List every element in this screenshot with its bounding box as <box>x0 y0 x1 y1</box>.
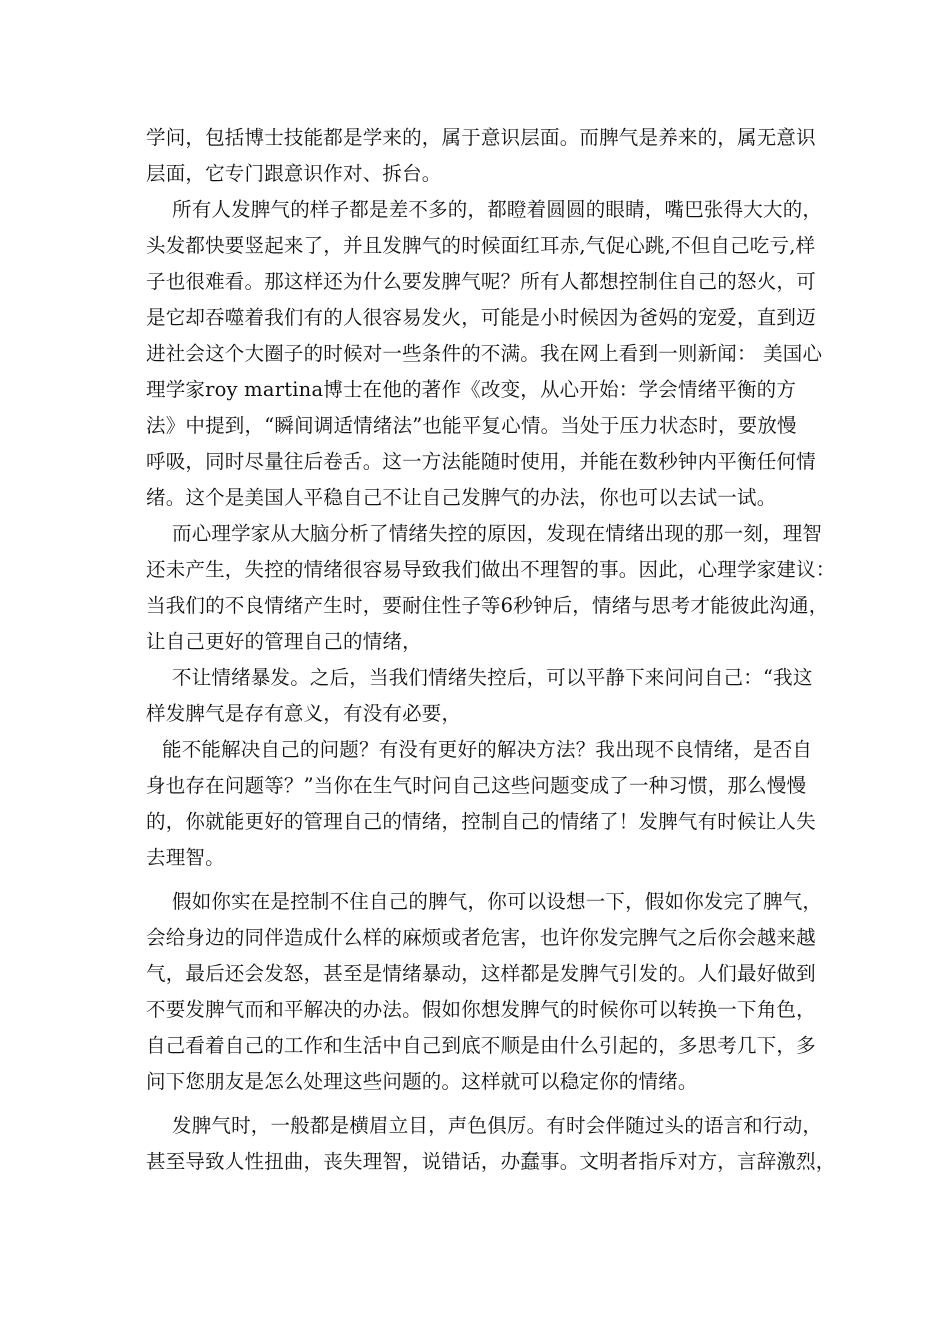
text-line: 的，你就能更好的管理自己的情绪，控制自己的情绪了！发脾气有时候让人失 <box>146 810 816 833</box>
text-line: 进社会这个大圈子的时候对一些条件的不满。我在网上看到一则新闻： 美国心 <box>146 342 823 365</box>
text-line: 能不能解决自己的问题？有没有更好的解决方法？我出现不良情绪，是否自 <box>162 738 813 761</box>
text-line: 头发都快要竖起来了，并且发脾气的时候面红耳赤,气促心跳,不但自己吃亏,样 <box>146 234 816 257</box>
text-line: 甚至导致人性扭曲，丧失理智，说错话，办蠢事。文明者指斥对方，言辞激烈， <box>146 1150 836 1173</box>
text-line: 问下您朋友是怎么处理这些问题的。这样就可以稳定你的情绪。 <box>146 1070 698 1093</box>
text-line: 还未产生，失控的情绪很容易导致我们做出不理智的事。因此，心理学家建议： <box>146 558 836 581</box>
text-line: 所有人发脾气的样子都是差不多的，都瞪着圆圆的眼睛，嘴巴张得大大的， <box>172 198 823 221</box>
text-line: 理学家roy martina博士在他的著作《改变，从心开始：学会情绪平衡的方 <box>146 378 797 401</box>
text-line: 让自己更好的管理自己的情绪， <box>146 630 422 653</box>
text-line: 绪。这个是美国人平稳自己不让自己发脾气的办法，你也可以去试一试。 <box>146 486 777 509</box>
text-line: 样发脾气是存有意义，有没有必要， <box>146 702 462 725</box>
text-line: 假如你实在是控制不住自己的脾气，你可以设想一下，假如你发完了脾气， <box>172 890 823 913</box>
text-line: 子也很难看。那这样还为什么要发脾气呢？所有人都想控制住自己的怒火，可 <box>146 270 816 293</box>
text-line: 身也存在问题等？”当你在生气时问自己这些问题变成了一种习惯，那么慢慢 <box>146 774 807 797</box>
text-line: 会给身边的同伴造成什么样的麻烦或者危害，也许你发完脾气之后你会越来越 <box>146 926 816 949</box>
text-line: 自己看着自己的工作和生活中自己到底不顺是由什么引起的，多思考几下，多 <box>146 1034 816 1057</box>
text-line: 层面，它专门跟意识作对、拆台。 <box>146 162 442 185</box>
text-line: 气，最后还会发怒，甚至是情绪暴动，这样都是发脾气引发的。人们最好做到 <box>146 962 816 985</box>
text-line: 呼吸，同时尽量往后卷舌。这一方法能随时使用，并能在数秒钟内平衡任何情 <box>146 450 816 473</box>
text-line: 不让情绪暴发。之后，当我们情绪失控后，可以平静下来问问自己：“我这 <box>172 666 813 689</box>
text-line: 学问，包括博士技能都是学来的，属于意识层面。而脾气是养来的，属无意识 <box>146 126 816 149</box>
text-line: 当我们的不良情绪产生时，要耐住性子等6秒钟后，情绪与思考才能彼此沟通， <box>146 594 829 617</box>
text-line: 法》中提到，“瞬间调适情绪法”也能平复心情。当处于压力状态时，要放慢 <box>146 414 797 437</box>
text-line: 而心理学家从大脑分析了情绪失控的原因，发现在情绪出现的那一刻，理智 <box>172 522 823 545</box>
text-line: 发脾气时，一般都是横眉立目，声色俱厉。有时会伴随过头的语言和行动， <box>172 1114 823 1137</box>
text-line: 是它却吞噬着我们有的人很容易发火，可能是小时候因为爸妈的宠爱，直到迈 <box>146 306 816 329</box>
text-line: 去理智。 <box>146 846 225 869</box>
text-line: 不要发脾气而和平解决的办法。假如你想发脾气的时候你可以转换一下角色， <box>146 998 816 1021</box>
